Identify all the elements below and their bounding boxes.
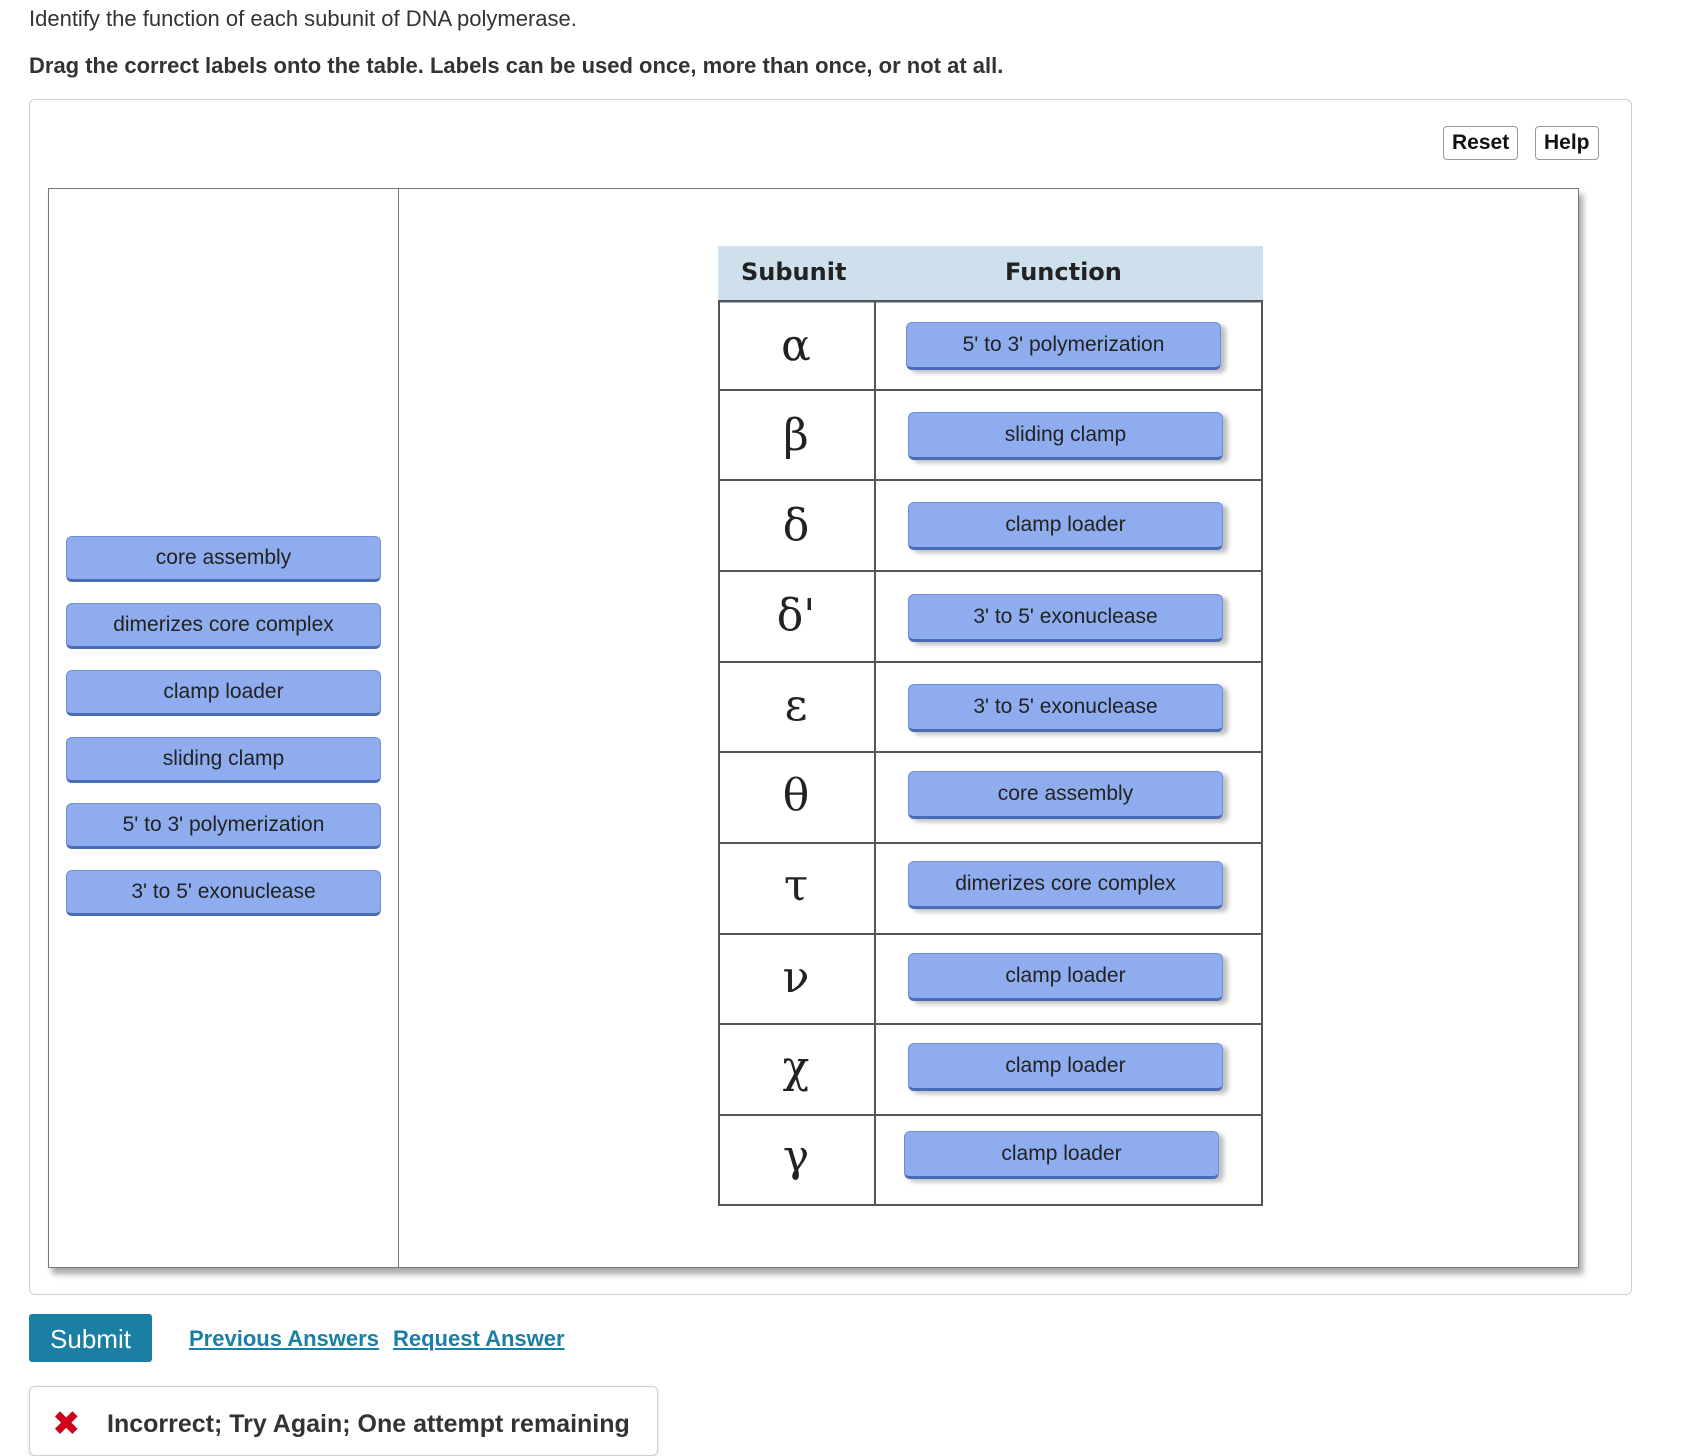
subunit-nu: ν (782, 952, 810, 1003)
subunit-column-header: Subunit (741, 258, 847, 286)
subunit-delta: δ (782, 500, 810, 551)
placed-label-gamma[interactable]: clamp loader (904, 1131, 1219, 1179)
question-directions: Drag the correct labels onto the table. Labels can be used once, more than once, or not at all. (29, 53, 1004, 78)
table-row-divider (718, 389, 1263, 391)
table-row-divider (718, 1114, 1263, 1116)
subunit-beta: β (783, 410, 809, 461)
subunit-gamma: γ (782, 1131, 810, 1182)
subunit-theta: θ (782, 770, 810, 821)
placed-label-delta[interactable]: clamp loader (908, 502, 1223, 550)
placed-label-theta[interactable]: core assembly (908, 771, 1223, 819)
table-row-divider (718, 933, 1263, 935)
previous-answers-link[interactable]: Previous Answers (189, 1326, 379, 1351)
request-answer-link[interactable]: Request Answer (393, 1326, 565, 1351)
help-button[interactable]: Help (1535, 126, 1599, 160)
bank-label-core-assembly[interactable]: core assembly (66, 536, 381, 582)
submit-button[interactable]: Submit (29, 1314, 152, 1362)
table-column-divider (874, 300, 876, 1206)
table-row-divider (718, 842, 1263, 844)
bank-label-5-to-3-polymerization[interactable]: 5' to 3' polymerization (66, 803, 381, 849)
placed-label-nu[interactable]: clamp loader (908, 953, 1223, 1001)
placed-label-beta[interactable]: sliding clamp (908, 412, 1223, 460)
table-row-divider (718, 661, 1263, 663)
table-row-divider (718, 570, 1263, 572)
x-mark-icon: ✖ (52, 1404, 81, 1444)
table-row-divider (718, 479, 1263, 481)
placed-label-tau[interactable]: dimerizes core complex (908, 861, 1223, 909)
placed-label-chi[interactable]: clamp loader (908, 1043, 1223, 1091)
placed-label-delta-prime[interactable]: 3' to 5' exonuclease (908, 594, 1223, 642)
table-row-divider (718, 751, 1263, 753)
table-row-divider (718, 1023, 1263, 1025)
placed-label-epsilon[interactable]: 3' to 5' exonuclease (908, 684, 1223, 732)
subunit-alpha: α (781, 320, 811, 371)
subunit-delta-prime: δ' (776, 590, 816, 641)
reset-button[interactable]: Reset (1443, 126, 1518, 160)
bank-label-dimerizes-core-complex[interactable]: dimerizes core complex (66, 603, 381, 649)
table-header (718, 246, 1263, 303)
bank-label-sliding-clamp[interactable]: sliding clamp (66, 737, 381, 783)
placed-label-alpha[interactable]: 5' to 3' polymerization (906, 322, 1221, 370)
bank-label-3-to-5-exonuclease[interactable]: 3' to 5' exonuclease (66, 870, 381, 916)
function-column-header: Function (1005, 258, 1122, 286)
subunit-tau: τ (783, 860, 809, 911)
bank-label-clamp-loader[interactable]: clamp loader (66, 670, 381, 716)
board-divider (398, 188, 399, 1268)
question-instruction: Identify the function of each subunit of DNA polymerase. (29, 6, 577, 31)
subunit-epsilon: ε (784, 680, 808, 731)
subunit-chi: χ (782, 1042, 810, 1093)
feedback-message: Incorrect; Try Again; One attempt remaining (107, 1410, 630, 1438)
